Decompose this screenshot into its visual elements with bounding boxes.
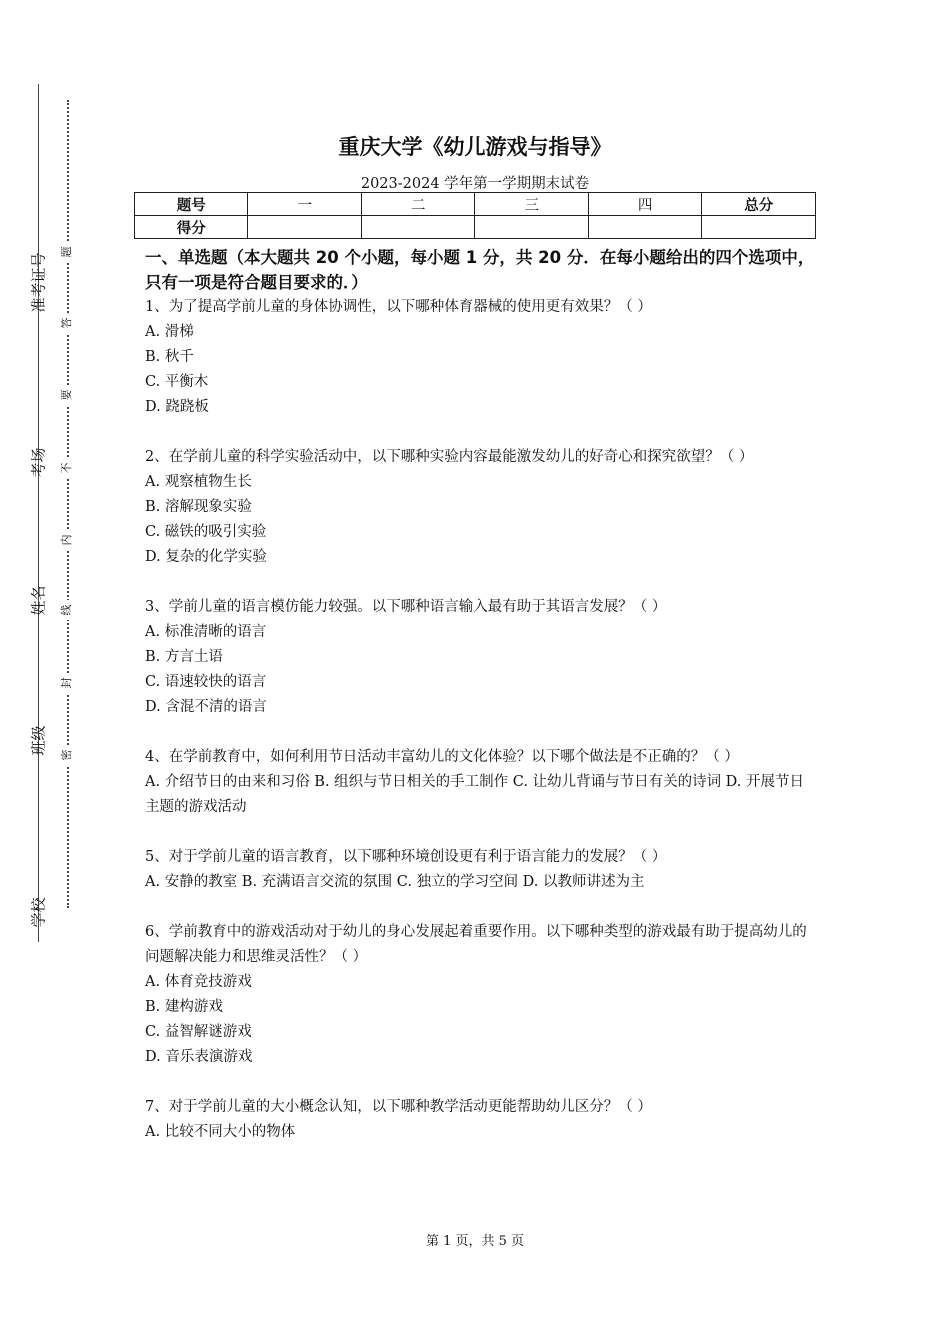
binding-warning-char: 封 (58, 673, 78, 693)
score-table-header: 二 (361, 193, 474, 216)
side-field-class: 班级 (29, 725, 48, 756)
question (145, 920, 817, 1070)
page-footer: 第 1 页，共 5 页 (425, 1234, 525, 1249)
exam-title: 重庆大学《幼儿游戏与指导》 (338, 135, 612, 159)
question-list (145, 295, 817, 1170)
side-field-exam-room: 考场 (29, 447, 48, 478)
question-stem: 7、对于学前儿童的大小概念认知，以下哪种教学活动更能帮助幼儿区分？（ ） (145, 1099, 652, 1115)
question-option: B. 建构游戏 (145, 999, 223, 1015)
binding-dotted-line (67, 100, 69, 908)
score-table-header: 三 (475, 193, 588, 216)
question (145, 845, 817, 895)
question (145, 595, 817, 720)
binding-solid-line (38, 84, 39, 942)
question-option: A. 体育竞技游戏 (145, 974, 252, 990)
question-option: A. 介绍节日的由来和习俗 B. 组织与节日相关的手工制作 C. 让幼儿背诵与节日有关的诗词 D. 开展节日主题的游戏活动 (145, 774, 805, 815)
question-option: D. 含混不清的语言 (145, 699, 267, 715)
question-stem: 3、学前儿童的语言模仿能力较强。以下哪种语言输入最有助于其语言发展？（ ） (145, 599, 667, 615)
question-stem: 2、在学前儿童的科学实验活动中，以下哪种实验内容最能激发幼儿的好奇心和探究欲望？（ ） (145, 449, 754, 465)
score-row-label: 得分 (135, 216, 248, 239)
question-option: B. 溶解现象实验 (145, 499, 252, 515)
question-stem: 1、为了提高学前儿童的身体协调性，以下哪种体育器械的使用更有效果？（ ） (145, 299, 652, 315)
score-cell[interactable] (248, 216, 361, 239)
question-option: A. 观察植物生长 (145, 474, 252, 490)
score-cell[interactable] (702, 216, 816, 239)
binding-warning-char: 题 (58, 242, 78, 262)
question-option: A. 安静的教室 B. 充满语言交流的氛围 C. 独立的学习空间 D. 以教师讲述为主 (145, 874, 645, 890)
question-option: D. 跷跷板 (145, 399, 209, 415)
binding-warning-char: 密 (58, 745, 78, 765)
score-table-header: 题号 (135, 193, 248, 216)
question (145, 1095, 817, 1145)
score-table-header: 总分 (702, 193, 816, 216)
question-option: B. 秋千 (145, 349, 194, 365)
question (145, 295, 817, 420)
question-option: C. 平衡木 (145, 374, 209, 390)
question-stem: 6、学前教育中的游戏活动对于幼儿的身心发展起着重要作用。以下哪种类型的游戏最有助于提高幼儿的问题解决能力和思维灵活性？（ ） (145, 924, 807, 965)
question-option: C. 语速较快的语言 (145, 674, 267, 690)
question-option: D. 音乐表演游戏 (145, 1049, 253, 1065)
score-cell[interactable] (588, 216, 701, 239)
binding-warning-char: 要 (58, 385, 78, 405)
score-table-header: 四 (588, 193, 701, 216)
question-option: A. 比较不同大小的物体 (145, 1124, 296, 1140)
question-stem: 5、对于学前儿童的语言教育，以下哪种环境创设更有利于语言能力的发展？（ ） (145, 849, 667, 865)
question (145, 745, 817, 820)
side-field-school: 学校 (29, 897, 48, 928)
side-field-exam-id: 准考证号 (29, 252, 48, 313)
exam-subtitle: 2023-2024 学年第一学期期末试卷 (360, 176, 590, 192)
question-option: A. 标准清晰的语言 (145, 624, 267, 640)
section-heading: 一、单选题（本大题共 20 个小题，每小题 1 分，共 20 分．在每小题给出的四个选项中，只有一项是符合题目要求的．） (145, 248, 815, 292)
score-table-score-row (135, 216, 816, 239)
side-field-name: 姓名 (29, 585, 48, 616)
question-option: A. 滑梯 (145, 324, 194, 340)
question (145, 445, 817, 570)
binding-warning-char: 不 (58, 458, 78, 478)
score-cell[interactable] (475, 216, 588, 239)
score-cell[interactable] (361, 216, 474, 239)
question-option: B. 方言土语 (145, 649, 223, 665)
score-table-header: 一 (248, 193, 361, 216)
question-option: D. 复杂的化学实验 (145, 549, 267, 565)
score-table-header-row (135, 193, 816, 216)
binding-warning-char: 线 (58, 600, 78, 620)
question-option: C. 磁铁的吸引实验 (145, 524, 267, 540)
question-stem: 4、在学前教育中，如何利用节日活动丰富幼儿的文化体验？以下哪个做法是不正确的？（ ） (145, 749, 739, 765)
score-table (134, 192, 816, 239)
question-option: C. 益智解谜游戏 (145, 1024, 252, 1040)
binding-warning-char: 答 (58, 313, 78, 333)
binding-warning-char: 内 (58, 530, 78, 550)
